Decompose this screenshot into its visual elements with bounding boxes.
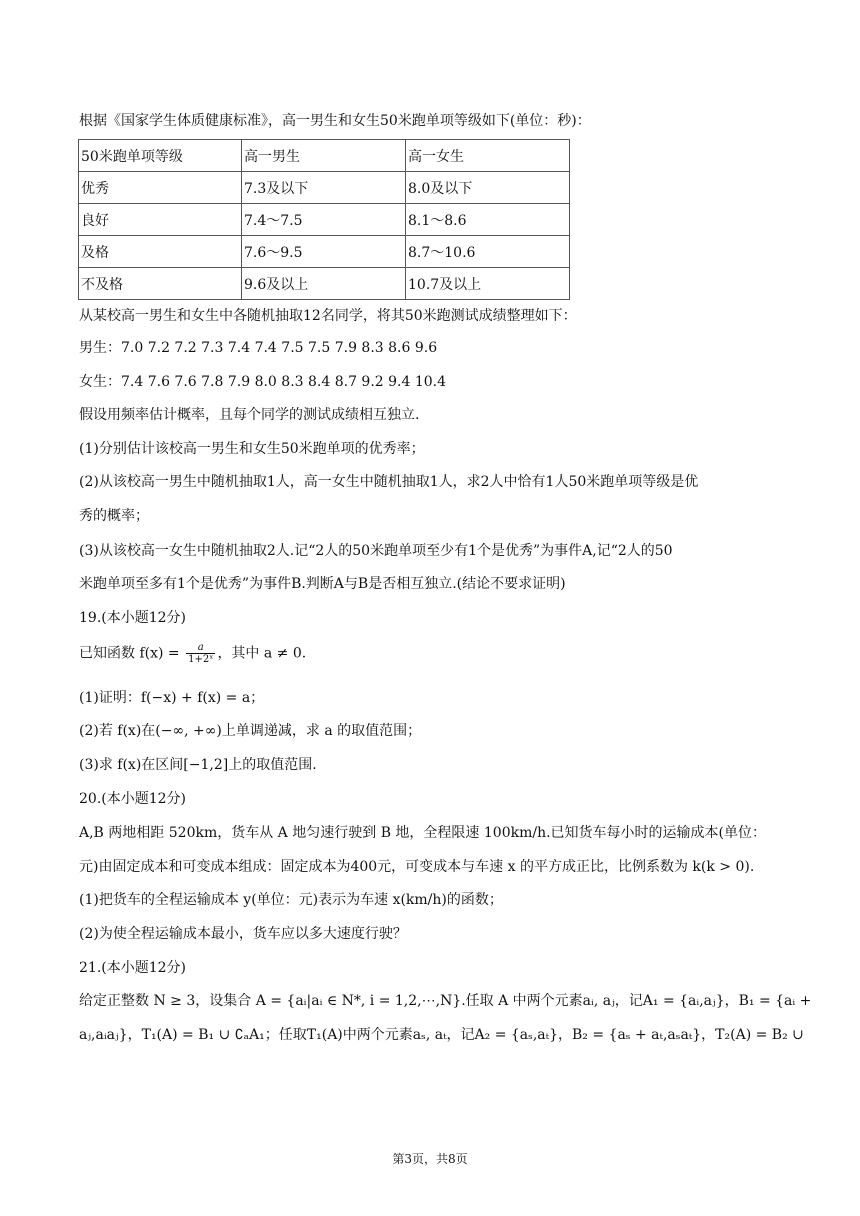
q20-part2: (2)为使全程运输成本最小，货车应以多大速度行驶？ xyxy=(79,926,407,942)
table-cell: 9.6及以上 xyxy=(242,268,406,300)
q19-part2: (2)若 f(x)在(−∞, +∞)上单调递减，求 a 的取值范围； xyxy=(79,723,422,739)
q19-stem xyxy=(79,642,306,665)
table-cell: 7.3及以下 xyxy=(242,172,406,204)
table-row xyxy=(79,204,570,236)
q18-part1: (1)分别估计该校高一男生和女生50米跑单项的优秀率； xyxy=(79,441,425,457)
q20-stem-line2: 元)由固定成本和可变成本组成：固定成本为400元，可变成本与车速 x 的平方成正比，比例系数为 k(k > 0). xyxy=(79,859,755,875)
table-cell: 不及格 xyxy=(79,268,242,300)
sample-intro: 从某校高一男生和女生中各随机抽取12名同学，将其50米跑测试成绩整理如下： xyxy=(79,308,577,324)
table-header-cell: 50米跑单项等级 xyxy=(79,140,242,172)
q18-part2-line1: (2)从该校高一男生中随机抽取1人，高一女生中随机抽取1人，求2人中恰有1人50米跑单项等级是优 xyxy=(79,474,699,490)
table-cell: 良好 xyxy=(79,204,242,236)
fraction-numerator: a xyxy=(186,642,215,654)
table-header-row xyxy=(79,140,570,172)
q20-part1: (1)把货车的全程运输成本 y(单位：元)表示为车速 x(km/h)的函数； xyxy=(79,892,503,908)
page-footer: 第3页，共8页 xyxy=(392,1152,468,1166)
q21-header: 21.(本小题12分) xyxy=(79,960,187,976)
table-row xyxy=(79,268,570,300)
table-cell: 优秀 xyxy=(79,172,242,204)
q21-stem-line1: 给定正整数 N ≥ 3，设集合 A = {aᵢ|aᵢ ∈ N*, i = 1,2,⋯,N}.任取 A 中两个元素aᵢ, aⱼ，记A₁ = {aᵢ,aⱼ}，B₁ = {aᵢ + xyxy=(79,993,812,1009)
q20-header: 20.(本小题12分) xyxy=(79,791,187,807)
assumption-text: 假设用频率估计概率，且每个同学的测试成绩相互独立. xyxy=(79,407,420,423)
q21-stem-line2: aⱼ,aᵢaⱼ}，T₁(A) = B₁ ∪ ∁ₐA₁；任取T₁(A)中两个元素aₛ, aₜ，记A₂ = {aₛ,aₜ}，B₂ = {aₛ + aₜ,aₛaₜ}，T₂(A) = B₂ ∪ xyxy=(79,1027,804,1043)
q19-part1: (1)证明：f(−x) + f(x) = a； xyxy=(79,690,265,706)
intro-text: 根据《国家学生体质健康标准》，高一男生和女生50米跑单项等级如下(单位：秒)： xyxy=(79,113,591,129)
q19-header: 19.(本小题12分) xyxy=(79,610,187,626)
table-cell: 10.7及以上 xyxy=(406,268,570,300)
q18-part3-line1: (3)从该校高一女生中随机抽取2人.记“2人的50米跑单项至少有1个是优秀”为事件A,记“2人的50 xyxy=(79,543,673,559)
fraction-denominator: 1+2ˣ xyxy=(188,654,214,665)
table-cell: 7.4～7.5 xyxy=(242,204,406,236)
table-cell: 7.6～9.5 xyxy=(242,236,406,268)
q18-part3-line2: 米跑单项至多有1个是优秀”为事件B.判断A与B是否相互独立.(结论不要求证明) xyxy=(79,576,566,592)
fraction xyxy=(186,642,215,665)
grade-table xyxy=(78,139,570,300)
table-cell: 8.0及以下 xyxy=(406,172,570,204)
girls-data: 女生：7.4 7.6 7.6 7.8 7.9 8.0 8.3 8.4 8.7 9.2 9.4 10.4 xyxy=(79,374,447,390)
q18-part2-line2: 秀的概率； xyxy=(79,508,149,524)
boys-data: 男生：7.0 7.2 7.2 7.3 7.4 7.4 7.5 7.5 7.9 8.3 8.6 9.6 xyxy=(79,340,438,356)
table-cell: 8.7～10.6 xyxy=(406,236,570,268)
table-cell: 8.1～8.6 xyxy=(406,204,570,236)
q20-stem-line1: A,B 两地相距 520km，货车从 A 地匀速行驶到 B 地，全程限速 100km/h.已知货车每小时的运输成本(单位： xyxy=(79,825,767,841)
table-header-cell: 高一女生 xyxy=(406,140,570,172)
table-row xyxy=(79,172,570,204)
table-header-cell: 高一男生 xyxy=(242,140,406,172)
q19-part3: (3)求 f(x)在区间[−1,2]上的取值范围. xyxy=(79,757,317,773)
q19-stem-prefix: 已知函数 f(x) = xyxy=(79,645,180,662)
table-cell: 及格 xyxy=(79,236,242,268)
table-row xyxy=(79,236,570,268)
q19-stem-suffix: ，其中 a ≠ 0. xyxy=(217,645,307,662)
